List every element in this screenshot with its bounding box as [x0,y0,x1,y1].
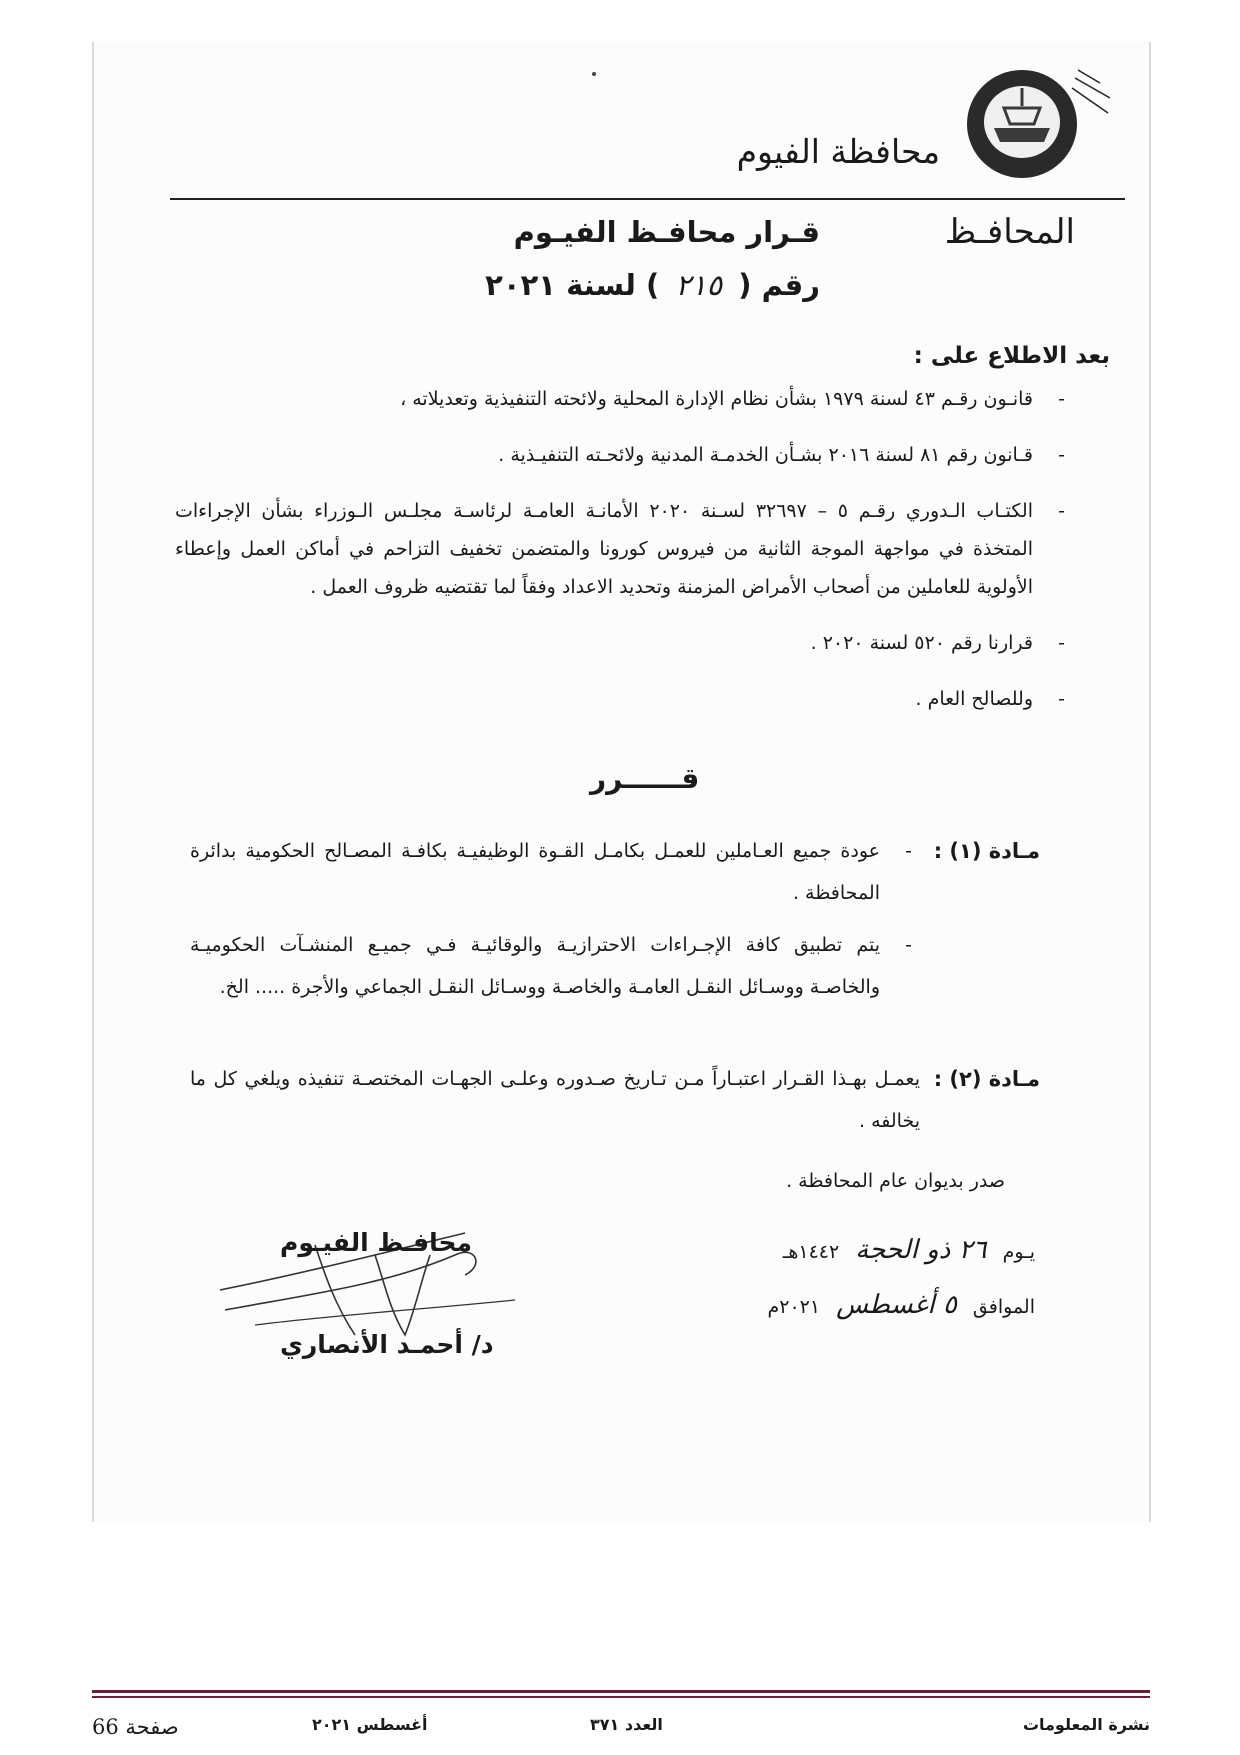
article-item [190,924,920,1008]
article-body [190,1058,920,1142]
footer-issue: العدد ٣٧١ [590,1715,663,1734]
signatory-name: د/ أحمـد الأنصاري [280,1330,494,1359]
governorate-seal-icon [960,58,1110,188]
scan-speck [592,72,596,76]
signatory-title: محافـظ الفيـوم [280,1228,472,1257]
decision-title: قـرار محافـظ الفيـوم [513,215,820,249]
list-dash: - [905,934,912,956]
recital-item [175,624,1065,662]
governorate-header: محافظة الفيوم [736,132,940,171]
recital-text: وللصالح العام . [915,688,1033,710]
recital-item [175,492,1065,606]
decision-number-prefix: رقم ( [738,268,820,302]
article-2 [190,1058,1040,1152]
recital-text: قانـون رقـم ٤٣ لسنة ١٩٧٩ بشأن نظام الإدارة المحلية ولائحته التنفيذية وتعديلاته ، [400,388,1033,410]
article-1 [190,830,1040,1018]
recital-item [175,436,1065,474]
article-text: يعمـل بهـذا القـرار اعتبـاراً مـن تـاريخ صـدوره وعلـى الجهـات المختصـة تنفيذه ويلغي كل ما يخالفه . [190,1068,920,1132]
gregorian-prefix: الموافق [972,1296,1035,1318]
issued-statement: صدر بديوان عام المحافظة . [786,1170,1005,1192]
footer-page-number: صفحة 66 [92,1715,179,1739]
recital-item [175,680,1065,718]
decision-number-value: ٢١٥ [675,268,723,302]
list-dash: - [905,840,912,862]
header-divider [170,198,1125,200]
list-dash: - [1058,388,1065,410]
recitals-heading: بعد الاطلاع على : [913,343,1110,369]
article-text: عودة جميع العـاملين للعمـل بكامـل القـوة الوظيفيـة بكافـة المصـالح الحكومية بدائرة المحافظة . [190,840,880,904]
gregorian-date [768,1290,1036,1320]
list-dash: - [1058,632,1065,654]
recital-text: قـانون رقم ٨١ لسنة ٢٠١٦ بشـأن الخدمـة المدنية ولائحـته التنفيـذية . [498,444,1033,466]
recitals-list [175,380,1065,736]
hijri-date [783,1235,1035,1265]
hijri-handwritten: ٢٦ ذو الحجة [855,1235,987,1265]
gregorian-handwritten: ٥ أغسطس [836,1290,957,1320]
hijri-prefix: يـوم [1002,1241,1035,1263]
article-item [190,830,920,914]
gregorian-year: ٢٠٢١م [767,1296,821,1318]
hijri-year: ١٤٤٢هـ [782,1241,840,1263]
recital-text: الكتـاب الـدوري رقـم ٥ – ٣٢٦٩٧ لسـنة ٢٠٢٠ الأمانـة العامـة لرئاسـة مجلـس الـوزراء بشأن الإجراءات المتخذة في مواجهة الموجة الثانية من فيروس كورونا والمتضمن تخفيف التزاحم في أماكن العمل وإعطاء الأولوية للعاملين من أصحاب الأمراض المزمنة وتحديد الاعداد وفقاً لما تقتضيه ظروف العمل . [175,500,1033,598]
article-body [190,830,920,1008]
governor-label: المحافـظ [944,212,1075,252]
article-label: مـادة (٢) : [933,1067,1040,1091]
decided-heading: قــــــرر [590,762,700,795]
footer-month: أغسطس ٢٠٢١ [312,1715,428,1734]
list-dash: - [1058,444,1065,466]
recital-text: قرارنا رقم ٥٢٠ لسنة ٢٠٢٠ . [810,632,1033,654]
article-text: يتم تطبيق كافة الإجـراءات الاحترازيـة والوقائيـة فـي جميـع المنشـآت الحكوميـة والخاصـة ووسـائل النقـل العامـة والخاصـة ووسـائل النقـل الجماعي والأجرة ..... الخ. [190,934,880,998]
article-label: مـادة (١) : [933,839,1040,863]
list-dash: - [1058,688,1065,710]
recital-item [175,380,1065,418]
article-item [190,1058,920,1142]
footer-bulletin: نشرة المعلومات [1022,1715,1150,1734]
decision-number [485,268,820,302]
footer-rule [92,1696,1150,1698]
decision-number-suffix: ) لسنة ٢٠٢١ [485,268,660,302]
footer-rule [92,1690,1150,1693]
list-dash: - [1058,500,1065,522]
